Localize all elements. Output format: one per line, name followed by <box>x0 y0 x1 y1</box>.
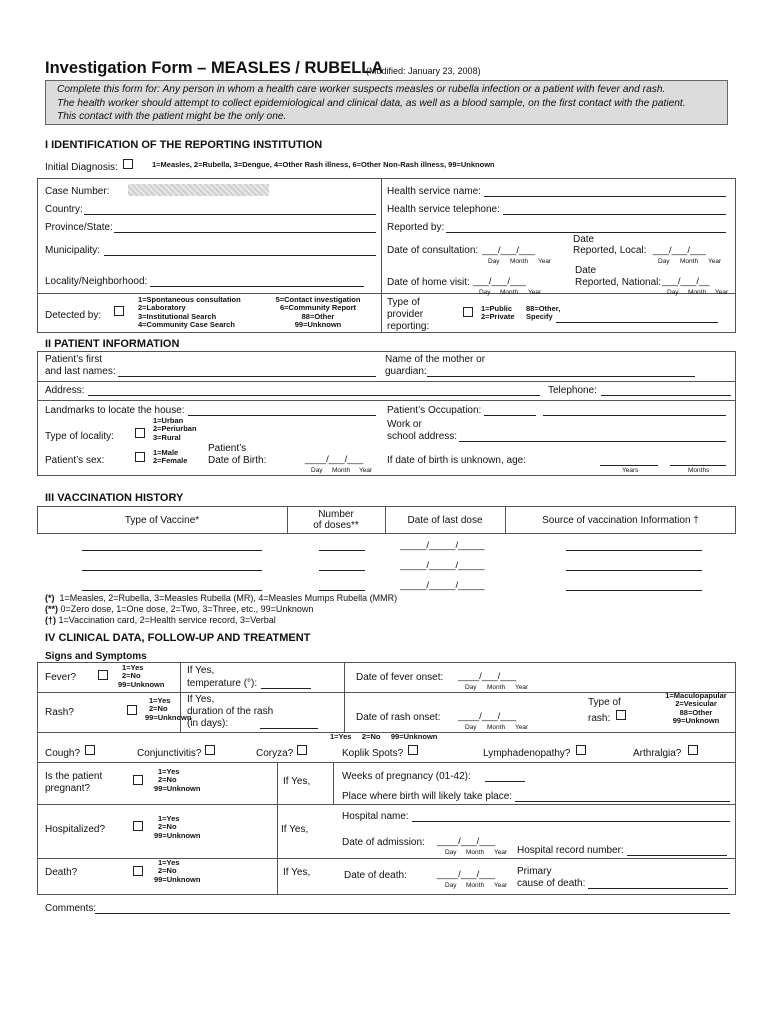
yn-option: 99=Unknown <box>154 830 201 840</box>
date-reported-national-year: Year <box>715 289 729 296</box>
yn-option: 1=Yes <box>158 814 180 823</box>
work-field[interactable] <box>459 441 726 442</box>
date-consultation-day: Day <box>488 258 500 265</box>
rash-type-option: 88=Other <box>679 707 713 717</box>
detected-option: 6=Community Report <box>279 303 357 313</box>
date-reported-local-date: Date <box>573 234 595 245</box>
rash-if-yes: If Yes, <box>187 694 215 705</box>
yn-option: 99=Unknown <box>154 874 201 884</box>
initial-diagnosis-options: 1=Measles, 2=Rubella, 3=Dengue, 4=Other Rash illness, 6=Other Non-Rash illness, 99=Unknown <box>152 160 495 169</box>
date-consultation-label: Date of consultation: <box>387 245 479 256</box>
date-death-month: Month <box>466 882 485 889</box>
pregnant-divider-2 <box>333 762 334 804</box>
age-months-label: Months <box>688 467 710 474</box>
work-label-1: Work or <box>387 419 422 430</box>
hs-name-field[interactable] <box>484 196 726 197</box>
detected-options-b <box>268 296 368 330</box>
col-type-vaccine: Type of Vaccine* <box>124 515 200 526</box>
note-text: 0=Zero dose, 1=One dose, 2=Two, 3=Three, etc., 99=Unknown <box>60 604 314 614</box>
date-reported-local-label: Reported, Local: <box>573 245 647 256</box>
arthralgia-box[interactable] <box>688 745 698 755</box>
pregnant-label-1: Is the patient <box>45 771 103 782</box>
koplik-label: Koplik Spots? <box>342 748 404 759</box>
legend-unknown: 99=Unknown <box>390 732 438 741</box>
address-field[interactable] <box>88 395 540 396</box>
provider-options-a <box>481 305 515 322</box>
yn-option: 1=Yes <box>158 767 180 776</box>
birth-place-field[interactable] <box>515 801 730 802</box>
hospitalized-box[interactable] <box>133 821 143 831</box>
occupation-label: Patient’s Occupation: <box>387 405 482 416</box>
mother-label-2: guardian: <box>385 366 427 377</box>
admission-year: Year <box>494 849 508 856</box>
rash-type-options <box>656 692 736 726</box>
detected-option: 3=Institutional Search <box>138 311 217 321</box>
rash-duration-field[interactable] <box>260 728 318 729</box>
landmarks-label: Landmarks to locate the house: <box>45 405 185 416</box>
date-reported-national-field[interactable]: ___/___/__ <box>662 276 710 287</box>
note-mark: (†) <box>45 615 56 625</box>
record-number-field[interactable] <box>627 855 727 856</box>
provider-option: 2=Private <box>481 312 515 322</box>
legend-yes: 1=Yes <box>330 732 352 741</box>
rash-type-box[interactable] <box>616 710 626 720</box>
sex-box[interactable] <box>135 452 145 462</box>
date-reported-local-field[interactable]: ___/___/___ <box>653 245 706 256</box>
death-divider <box>277 858 278 895</box>
date-home-visit-label: Date of home visit: <box>387 277 470 288</box>
section-3-heading: III VACCINATION HISTORY <box>45 492 184 504</box>
yn-option: 1=Yes <box>122 663 144 672</box>
yn-option: 1=Yes <box>158 858 180 867</box>
rash-duration-2: (in days): <box>187 718 229 729</box>
legend-no: 2=No <box>361 732 381 741</box>
col-doses-2: of doses** <box>313 520 359 531</box>
date-death-year: Year <box>494 882 508 889</box>
date-death-day: Day <box>445 882 457 889</box>
admission-field[interactable]: ____/___/___ <box>437 836 496 847</box>
detected-option: 4=Community Case Search <box>138 320 235 330</box>
date-home-visit-month: Month <box>500 289 519 296</box>
yn-option: 2=No <box>158 866 177 876</box>
occupation-field-2[interactable] <box>543 415 726 416</box>
vaccine-source-3[interactable] <box>566 590 702 591</box>
case-number-field[interactable] <box>128 184 269 196</box>
date-reported-national-month: Month <box>688 289 707 296</box>
yn-option: 99=Unknown <box>118 679 165 689</box>
koplik-box[interactable] <box>408 745 418 755</box>
rash-type-option: 1=Maculopapular <box>665 691 727 700</box>
vaccine-doses-1[interactable] <box>319 550 365 551</box>
provider-options-b <box>526 305 560 322</box>
rash-onset-year: Year <box>515 724 529 731</box>
country-field[interactable] <box>84 214 376 215</box>
col-doses-1: Number <box>318 509 354 520</box>
municipality-label: Municipality: <box>45 245 101 256</box>
col-source: Source of vaccination Information † <box>542 515 699 526</box>
detected-separator <box>37 293 736 294</box>
detected-option: 5=Contact investigation <box>275 295 361 304</box>
rash-label: Rash? <box>45 707 74 718</box>
locality-label: Locality/Neighborhood: <box>45 276 148 287</box>
vaccine-source-1[interactable] <box>566 550 702 551</box>
patient-row-separator-2 <box>37 400 736 401</box>
locality-option: 2=Periurban <box>153 424 197 434</box>
hs-phone-field[interactable] <box>503 214 726 215</box>
coryza-label: Coryza? <box>256 748 294 759</box>
record-number-label: Hospital record number: <box>517 845 624 856</box>
country-label: Country: <box>45 204 83 215</box>
pregnant-separator <box>37 804 736 805</box>
yn-option: 99=Unknown <box>154 783 201 793</box>
date-death-field[interactable]: ____/___/___ <box>437 869 496 880</box>
rash-type-1: Type of <box>588 697 621 708</box>
pregnant-divider <box>277 762 278 804</box>
reported-by-label: Reported by: <box>387 222 445 233</box>
fever-divider <box>180 662 181 692</box>
weeks-field[interactable] <box>485 781 525 782</box>
temperature-field[interactable] <box>261 688 311 689</box>
provider-other-field[interactable] <box>556 322 718 323</box>
cause-label-1: Primary <box>517 866 552 877</box>
yn-option: 1=Yes <box>149 696 171 705</box>
age-years-label: Years <box>622 467 639 474</box>
initial-diagnosis-label: Initial Diagnosis: <box>45 162 118 173</box>
note-text: 1=Measles, 2=Rubella, 3=Measles Rubella (MR), 4=Measles Mumps Rubella (MMR) <box>59 593 398 603</box>
fever-onset-year: Year <box>515 684 529 691</box>
provider-type-label <box>387 297 429 333</box>
dob-field[interactable]: ____/___/___ <box>305 454 364 465</box>
note-mark: (*) <box>45 593 55 603</box>
age-years-field[interactable] <box>600 465 658 466</box>
date-reported-local-year: Year <box>708 258 722 265</box>
rash-options <box>145 697 191 722</box>
note-mark: (**) <box>45 604 58 614</box>
modified-date: (Modified: January 23, 2008) <box>366 66 481 76</box>
section-4-heading: IV CLINICAL DATA, FOLLOW-UP AND TREATMENT <box>45 632 311 644</box>
vaccine-source-2[interactable] <box>566 570 702 571</box>
detected-option: 1=Spontaneous consultation <box>138 295 241 304</box>
occupation-field[interactable] <box>484 415 536 416</box>
mother-label-1: Name of the mother or <box>385 354 486 365</box>
province-label: Province/State: <box>45 222 113 233</box>
symptoms-separator <box>37 762 736 763</box>
date-consultation-year: Year <box>538 258 552 265</box>
pregnant-label-2: pregnant? <box>45 783 91 794</box>
arthralgia-label: Arthralgia? <box>633 748 682 759</box>
date-reported-national-day: Day <box>667 289 679 296</box>
fever-separator <box>37 692 736 693</box>
admission-label: Date of admission: <box>342 837 425 848</box>
patient-name-field[interactable] <box>118 376 376 377</box>
dob-year: Year <box>359 467 373 474</box>
rash-type-option: 2=Vesicular <box>675 699 717 709</box>
detected-by-box[interactable] <box>114 306 124 316</box>
form-title: Investigation Form – MEASLES / RUBELLA <box>45 59 384 77</box>
death-options <box>154 859 200 884</box>
dob-month: Month <box>332 467 351 474</box>
rash-type-option: 99=Unknown <box>672 716 720 726</box>
provider-option: 1=Public <box>481 304 513 313</box>
death-label: Death? <box>45 867 78 878</box>
cough-label: Cough? <box>45 748 81 759</box>
date-death-label: Date of death: <box>344 870 407 881</box>
rash-divider <box>180 692 181 732</box>
detected-by-label: Detected by: <box>45 310 102 321</box>
fever-onset-day: Day <box>465 684 477 691</box>
pregnant-if-yes: If Yes, <box>283 776 311 787</box>
intro-line-3: This contact with the patient might be the only one. <box>57 111 287 122</box>
hospitalized-divider <box>277 804 278 858</box>
date-consultation-month: Month <box>510 258 529 265</box>
vaccine-doses-3[interactable] <box>319 590 365 591</box>
municipality-field[interactable] <box>104 255 376 256</box>
hs-phone-label: Health service telephone: <box>387 204 500 215</box>
vaccine-date-2[interactable]: _____/_____/_____ <box>400 560 485 571</box>
locality-option: 1=Urban <box>153 416 184 425</box>
section-1-divider <box>381 178 382 333</box>
rash-onset-day: Day <box>465 724 477 731</box>
vaccine-type-3[interactable] <box>82 590 262 591</box>
case-number-label: Case Number: <box>45 186 110 197</box>
hospitalized-options <box>154 815 200 840</box>
yn-option: 2=No <box>149 704 168 714</box>
hospital-name-field[interactable] <box>412 821 730 822</box>
locality-type-box[interactable] <box>135 428 145 438</box>
detected-option: 99=Unknown <box>294 320 342 330</box>
cause-label-2: cause of death: <box>517 878 586 889</box>
pregnant-options <box>154 768 200 793</box>
landmarks-field[interactable] <box>188 415 376 416</box>
dob-label-2: Date of Birth: <box>208 455 267 466</box>
temperature-label: temperature (°): <box>187 678 258 689</box>
date-consultation-field[interactable]: ___/___/___ <box>482 245 535 256</box>
fever-box[interactable] <box>98 670 108 680</box>
date-reported-national-label: Reported, National: <box>575 277 662 288</box>
note-text: 1=Vaccination card, 2=Health service record, 3=Verbal <box>58 615 276 625</box>
provider-type-line: Type of <box>387 297 420 308</box>
detected-option: 2=Laboratory <box>138 303 186 313</box>
fever-if-yes: If Yes, <box>187 665 215 676</box>
telephone-field[interactable] <box>601 395 731 396</box>
provider-type-line: provider <box>387 309 424 320</box>
dob-day: Day <box>311 467 323 474</box>
col-last-dose: Date of last dose <box>407 515 483 526</box>
hospital-name-label: Hospital name: <box>342 811 409 822</box>
admission-day: Day <box>445 849 457 856</box>
rash-divider-2 <box>344 692 345 732</box>
section-2-heading: II PATIENT INFORMATION <box>45 338 180 350</box>
hospitalized-separator <box>37 858 736 859</box>
comments-label: Comments: <box>45 903 97 914</box>
lymph-label: Lymphadenopathy? <box>483 748 571 759</box>
locality-options <box>153 417 197 442</box>
date-home-visit-day: Day <box>479 289 491 296</box>
intro-line-2: The health worker should attempt to collect epidemiological and clinical data, as well as a blood sample, on the first contact with the patient. <box>57 97 686 109</box>
vaccine-type-1[interactable] <box>82 550 262 551</box>
date-reported-local-month: Month <box>680 258 699 265</box>
work-label-2: school address: <box>387 431 458 442</box>
signs-symptoms-heading: Signs and Symptoms <box>45 651 147 662</box>
reported-by-field[interactable] <box>446 232 726 233</box>
address-label: Address: <box>45 385 85 396</box>
yn-option: 2=No <box>122 671 141 681</box>
rash-box[interactable] <box>127 705 137 715</box>
fever-onset-label: Date of fever onset: <box>356 672 444 683</box>
hospitalized-label: Hospitalized? <box>45 824 106 835</box>
provider-type-box[interactable] <box>463 307 473 317</box>
hs-name-label: Health service name: <box>387 186 481 197</box>
vaccine-note-2 <box>45 604 313 614</box>
telephone-label: Telephone: <box>548 385 597 396</box>
yn-option: 2=No <box>158 822 177 832</box>
mother-field[interactable] <box>427 376 695 377</box>
fever-onset-month: Month <box>487 684 506 691</box>
date-reported-national-date: Date <box>575 265 597 276</box>
cause-field[interactable] <box>588 888 728 889</box>
patient-row-separator <box>37 381 736 382</box>
provider-option: Specify <box>526 312 553 322</box>
weeks-label: Weeks of pregnancy (01-42): <box>342 771 471 782</box>
detected-option: 88=Other <box>301 311 335 321</box>
vaccine-date-1[interactable]: _____/_____/_____ <box>400 540 485 551</box>
death-box[interactable] <box>133 866 143 876</box>
dob-label-1: Patient’s <box>208 443 247 454</box>
death-if-yes: If Yes, <box>283 867 311 878</box>
sex-option: 2=Female <box>153 456 188 466</box>
provider-type-line: reporting: <box>387 321 430 332</box>
comments-field[interactable] <box>95 913 730 914</box>
detected-options-a <box>138 296 241 330</box>
sex-option: 1=Male <box>153 448 179 457</box>
locality-type-label: Type of locality: <box>45 431 114 442</box>
vaccine-doses-2[interactable] <box>319 570 365 571</box>
pregnant-box[interactable] <box>133 775 143 785</box>
sex-options <box>153 449 187 466</box>
fever-divider-2 <box>344 662 345 692</box>
rash-onset-month: Month <box>487 724 506 731</box>
hospitalized-if-yes: If Yes, <box>281 824 309 835</box>
section-1-heading: I IDENTIFICATION OF THE REPORTING INSTITUTION <box>45 139 323 151</box>
cough-box[interactable] <box>85 745 95 755</box>
sex-label: Patient’s sex: <box>45 455 105 466</box>
yn-option: 99=Unknown <box>145 712 192 722</box>
fever-options <box>118 664 164 689</box>
lymph-box[interactable] <box>576 745 586 755</box>
intro-line-1: Complete this form for: Any person in whom a health care worker suspects measles or rubella infection or a patient with fever and rash. <box>57 84 666 95</box>
date-reported-local-day: Day <box>658 258 670 265</box>
patient-last-label: and last names: <box>45 366 116 377</box>
intro-box <box>45 80 728 125</box>
locality-field[interactable] <box>150 286 364 287</box>
symptom-legend <box>330 733 437 741</box>
conjunctivitis-box[interactable] <box>205 745 215 755</box>
vaccine-note-3 <box>45 615 276 625</box>
patient-first-label: Patient’s first <box>45 354 103 365</box>
date-home-visit-year: Year <box>528 289 542 296</box>
age-unknown-label: If date of birth is unknown, age: <box>387 455 526 466</box>
date-home-visit-field[interactable]: ___/___/___ <box>473 276 526 287</box>
fever-label: Fever? <box>45 672 77 683</box>
province-field[interactable] <box>114 232 376 233</box>
vaccine-date-3[interactable]: _____/_____/_____ <box>400 580 485 591</box>
coryza-box[interactable] <box>297 745 307 755</box>
locality-option: 3=Rural <box>153 432 181 442</box>
rash-duration-1: duration of the rash <box>187 706 274 717</box>
yn-option: 2=No <box>158 775 177 785</box>
vaccine-type-2[interactable] <box>82 570 262 571</box>
rash-type-2: rash: <box>588 713 611 724</box>
admission-month: Month <box>466 849 485 856</box>
initial-diagnosis-box[interactable] <box>123 159 133 169</box>
age-months-field[interactable] <box>670 465 726 466</box>
rash-onset-label: Date of rash onset: <box>356 712 441 723</box>
rash-onset-field[interactable]: ____/___/___ <box>458 711 517 722</box>
fever-onset-field[interactable]: ____/___/___ <box>458 671 517 682</box>
vaccine-note-1 <box>45 593 397 603</box>
conjunctivitis-label: Conjunctivitis? <box>137 748 202 759</box>
birth-place-label: Place where birth will likely take place: <box>342 791 513 802</box>
provider-option: 88=Other, <box>526 304 561 313</box>
